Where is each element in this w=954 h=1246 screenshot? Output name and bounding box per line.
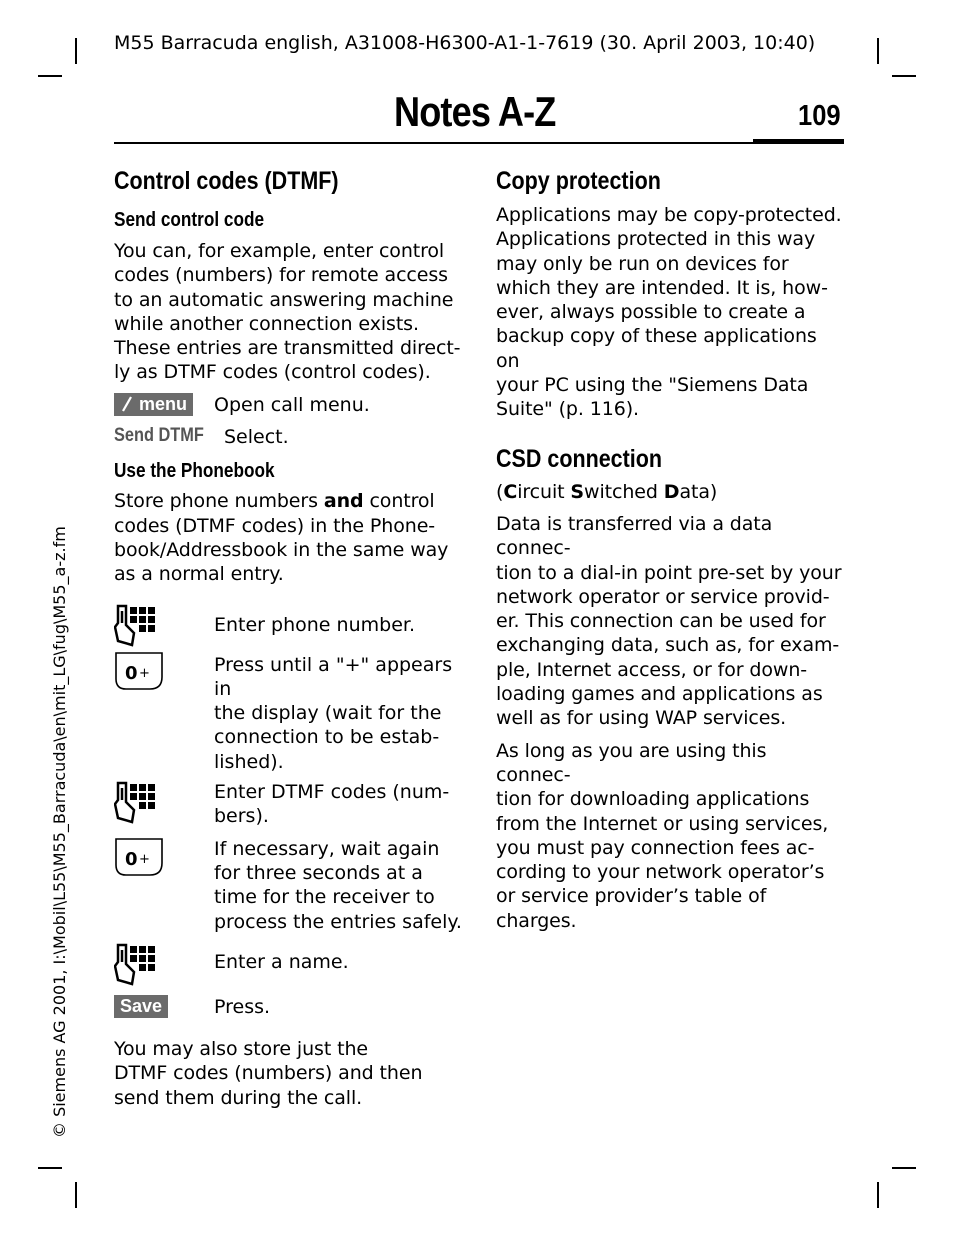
keypad-step	[114, 780, 464, 829]
csd-expansion: (Circuit Switched Data)	[496, 480, 718, 503]
paragraph: You may also store just the DTMF codes (numbers) and then send them during the call.	[114, 1038, 423, 1109]
crop-mark	[877, 38, 879, 64]
menu-softkey[interactable]: menu	[114, 393, 193, 416]
crop-mark	[892, 75, 916, 77]
section-heading-csd: CSD connection	[496, 444, 663, 473]
step-text: Open call menu.	[214, 393, 370, 416]
subheading-use-phonebook: Use the Phonebook	[114, 460, 275, 483]
svg-text:+: +	[139, 851, 150, 867]
running-head: M55 Barracuda english, A31008-H6300-A1-1-7619 (30. April 2003, 10:40)	[114, 32, 816, 54]
keypad-step	[114, 942, 464, 990]
svg-text:0: 0	[125, 662, 138, 684]
send-dtmf-step	[114, 425, 464, 449]
paragraph: Store phone numbers and control codes (DTMF codes) in the Phone- book/Addressbook in the same way as a normal entry.	[114, 490, 449, 586]
crop-mark	[38, 1167, 62, 1169]
step-text: Press.	[214, 995, 271, 1018]
side-note: © Siemens AG 2001, I:\Mobil\L55\M55_Barracuda\en\mit_LG\fug\M55_a-z.fm	[50, 526, 69, 1138]
section-heading-copy-protection: Copy protection	[496, 167, 661, 195]
step-text: If necessary, wait again for three seconds at a time for the receiver to process the entries safely.	[214, 837, 462, 933]
step-text: Enter DTMF codes (num- bers).	[214, 781, 450, 828]
crop-mark	[892, 1167, 916, 1169]
subheading-send-control-code: Send control code	[114, 209, 265, 231]
page-number-rule	[753, 139, 844, 144]
step-text: Press until a "+" appears in the display (wait for the connection to be estab- lished).	[214, 653, 453, 773]
crop-mark	[75, 1182, 77, 1208]
step-text: Select.	[224, 426, 289, 449]
crop-mark	[38, 75, 62, 77]
crop-mark	[75, 38, 77, 64]
title-rule	[114, 142, 754, 144]
svg-text:0: 0	[125, 848, 138, 870]
zero-key-step	[114, 651, 464, 774]
keypad-icon	[114, 780, 158, 824]
menu-step	[114, 393, 464, 417]
paragraph: You can, for example, enter control codes (numbers) for remote access to an automatic answering machine while another connection exists. These entries are transmitted direct- ly as DTMF codes (control codes).	[114, 240, 461, 384]
page-title: Notes A-Z	[394, 88, 556, 135]
keypad-step	[114, 603, 464, 651]
save-softkey[interactable]: Save	[114, 995, 168, 1018]
phone-icon	[120, 396, 134, 412]
save-step	[114, 995, 464, 1019]
zero-key-step	[114, 837, 464, 934]
right-column	[496, 166, 846, 933]
send-dtmf-menu-item[interactable]: Send DTMF	[114, 425, 204, 447]
paragraph: Data is transferred via a data connec- tion to a dial-in point pre-set by your network operator or service provid- er. This connection can be used for exchanging data, such as, for exam- ple, Internet access, or for down- loading games and applications as well as for using WAP services.	[496, 512, 842, 730]
zero-key-icon[interactable]	[114, 837, 164, 877]
paragraph: As long as you are using this connec- tion for downloading applications from the Internet or using services, you must pay connection fees ac- cording to your network operator’s or service provider’s table of charges.	[496, 739, 829, 932]
section-heading-dtmf: Control codes (DTMF)	[114, 167, 339, 195]
keypad-icon	[114, 603, 158, 647]
step-text: Enter phone number.	[214, 613, 415, 636]
crop-mark	[877, 1182, 879, 1208]
paragraph: Applications may be copy-protected. Applications protected in this way may only be run on devices for which they are intended. It is, how- ever, always possible to create a backup copy of these applications on your PC using the "Siemens Data Suite" (p. 116).	[496, 204, 842, 421]
left-column	[114, 166, 464, 1110]
svg-text:+: +	[139, 665, 150, 681]
step-text: Enter a name.	[214, 950, 349, 973]
page-number: 109	[798, 100, 841, 132]
zero-key-icon[interactable]	[114, 651, 164, 691]
keypad-icon	[114, 942, 158, 986]
